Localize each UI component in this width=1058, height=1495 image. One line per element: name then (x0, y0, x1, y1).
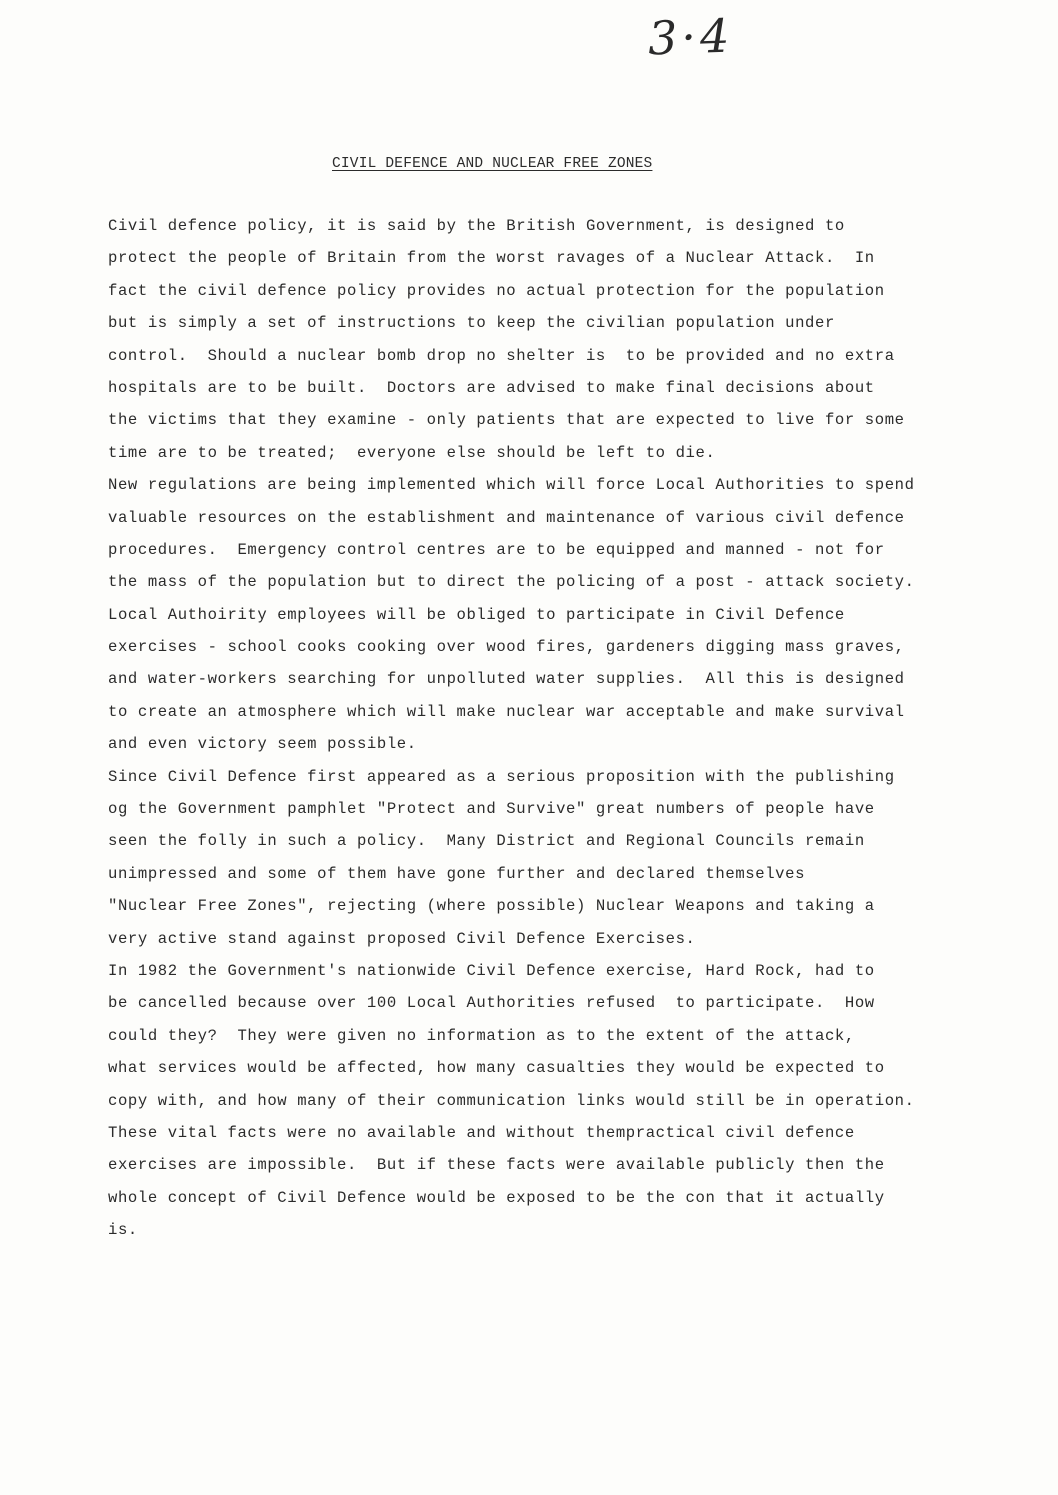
text-line: the victims that they examine - only patients that are expected to live for some (108, 411, 905, 430)
text-line: be cancelled because over 100 Local Authorities refused to participate. How (108, 994, 875, 1013)
text-line: the mass of the population but to direct the policing of a post - attack society. (108, 573, 915, 592)
text-line: New regulations are being implemented which will force Local Authorities to spend (108, 476, 915, 495)
text-line: is. (108, 1221, 138, 1240)
text-line: unimpressed and some of them have gone further and declared themselves (108, 864, 806, 883)
text-line: copy with, and how many of their communication links would still be in operation. (108, 1091, 915, 1110)
text-line: exercises are impossible. But if these facts were available publicly then the (108, 1156, 885, 1175)
text-line: protect the people of Britain from the worst ravages of a Nuclear Attack. In (108, 249, 875, 268)
text-line: could they? They were given no information as to the extent of the attack, (108, 1026, 855, 1045)
text-line: fact the civil defence policy provides no actual protection for the population (108, 281, 885, 300)
text-line: Since Civil Defence first appeared as a serious proposition with the publishing (108, 767, 895, 786)
text-line: In 1982 the Government's nationwide Civil Defence exercise, Hard Rock, had to (108, 961, 875, 980)
text-line: and even victory seem possible. (108, 735, 417, 754)
text-line: whole concept of Civil Defence would be exposed to be the con that it actually (108, 1188, 885, 1207)
document-body (108, 210, 988, 1247)
text-line: but is simply a set of instructions to keep the civilian population under (108, 314, 835, 333)
document-title: CIVIL DEFENCE AND NUCLEAR FREE ZONES (332, 156, 653, 172)
text-line: seen the folly in such a policy. Many District and Regional Councils remain (108, 832, 865, 851)
text-line: Local Authoirity employees will be obliged to participate in Civil Defence (108, 605, 845, 624)
text-line: og the Government pamphlet "Protect and Survive" great numbers of people have (108, 800, 875, 819)
text-line: what services would be affected, how many casualties they would be expected to (108, 1059, 885, 1078)
handwritten-page-number: 3·4 (647, 8, 735, 66)
text-line: control. Should a nuclear bomb drop no shelter is to be provided and no extra (108, 346, 895, 365)
text-line: procedures. Emergency control centres are to be equipped and manned - not for (108, 540, 885, 559)
text-line: hospitals are to be built. Doctors are advised to make final decisions about (108, 378, 875, 397)
text-line: to create an atmosphere which will make nuclear war acceptable and make survival (108, 702, 905, 721)
text-line: and water-workers searching for unpolluted water supplies. All this is designed (108, 670, 905, 689)
text-line: valuable resources on the establishment and maintenance of various civil defence (108, 508, 905, 527)
text-line: exercises - school cooks cooking over wood fires, gardeners digging mass graves, (108, 638, 905, 657)
text-line: very active stand against proposed Civil Defence Exercises. (108, 929, 696, 948)
text-line: time are to be treated; everyone else should be left to die. (108, 443, 716, 462)
text-line: "Nuclear Free Zones", rejecting (where possible) Nuclear Weapons and taking a (108, 897, 875, 916)
text-line: These vital facts were no available and without thempractical civil defence (108, 1123, 855, 1142)
text-line: Civil defence policy, it is said by the British Government, is designed to (108, 217, 845, 235)
